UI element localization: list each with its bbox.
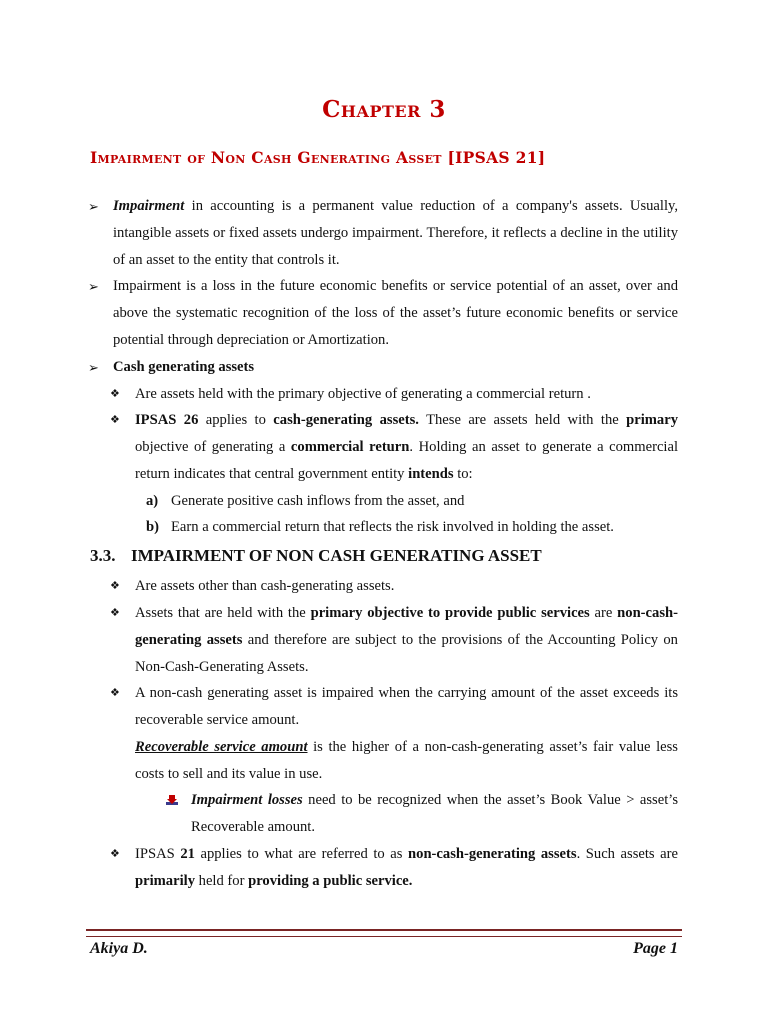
list-item-a: a) Generate positive cash inflows from the asset, and: [146, 488, 678, 515]
arrowhead-bullet-icon: ➢: [88, 279, 99, 294]
diamond-bullet-icon: ❖: [110, 848, 120, 860]
section-item-ipsas-21: ❖ IPSAS 21 applies to what are referred to as non-cash-generating assets. Such assets are primarily held for providing a public service.: [110, 841, 678, 895]
diamond-bullet-icon: ❖: [110, 607, 120, 619]
bullet-impairment-definition: ➢ Impairment in accounting is a permanent value reduction of a company's assets. Usually, intangible assets or fixed assets undergo impairment. Therefore, it reflects a decline in the utility of an asset to the entity that controls it.: [88, 193, 678, 274]
sub-bullet-primary-objective: ❖ Are assets held with the primary objective of generating a commercial return .: [110, 381, 678, 408]
arrowhead-bullet-icon: ➢: [88, 199, 99, 214]
term-impairment: Impairment: [113, 198, 185, 214]
footer-rule: [86, 929, 682, 937]
diamond-bullet-icon: ❖: [110, 580, 120, 592]
section-heading: [90, 542, 680, 570]
section-title: IMPAIRMENT OF NON CASH GENERATING ASSET: [131, 546, 542, 565]
diamond-bullet-icon: ❖: [110, 414, 120, 426]
section-item-other-assets: ❖ Are assets other than cash-generating assets.: [110, 573, 678, 600]
section-number: 3.3.: [90, 546, 116, 565]
term-recoverable-service-amount: Recoverable service amount: [135, 739, 308, 755]
red-down-arrow-icon: [166, 787, 178, 814]
sub-item-impairment-losses: Impairment losses need to be recognized when the asset’s Book Value > asset’s Recoverable amount.: [166, 787, 678, 841]
diamond-bullet-icon: ❖: [110, 687, 120, 699]
section-item-impaired-definition: ❖ A non-cash generating asset is impaired when the carrying amount of the asset exceeds its recoverable service amount. Recoverable service amount is the higher of a non-cash-generating asset’s fair value less costs to sell and its value in use.: [110, 680, 678, 788]
chapter-subtitle: Impairment of Non Cash Generating Asset [IPSAS 21]: [90, 148, 546, 167]
list-letter-b: b): [146, 519, 159, 535]
footer-author: Akiya D.: [90, 940, 148, 957]
diamond-bullet-icon: ❖: [110, 388, 120, 400]
footer-page-number: Page 1: [633, 940, 678, 957]
list-item-b: b) Earn a commercial return that reflects the risk involved in holding the asset.: [146, 514, 678, 541]
chapter-title: Chapter 3: [322, 96, 446, 123]
sub-bullet-ipsas-26: ❖ IPSAS 26 applies to cash-generating assets. These are assets held with the primary objective of generating a commercial return. Holding an asset to generate a commercial return indicates that central government entity intends to:: [110, 407, 678, 488]
section-item-public-services: ❖ Assets that are held with the primary objective to provide public services are non-cash-generating assets and therefore are subject to the provisions of the Accounting Policy on Non-Cash-Generating Assets.: [110, 600, 678, 681]
bullet-cash-generating-assets: ➢ Cash generating assets: [88, 354, 678, 381]
list-letter-a: a): [146, 493, 159, 509]
arrowhead-bullet-icon: ➢: [88, 360, 99, 375]
bullet-impairment-loss: ➢ Impairment is a loss in the future economic benefits or service potential of an asset, over and above the systematic recognition of the loss of the asset’s future economic benefits or service potential through depreciation or Amortization.: [88, 273, 678, 354]
